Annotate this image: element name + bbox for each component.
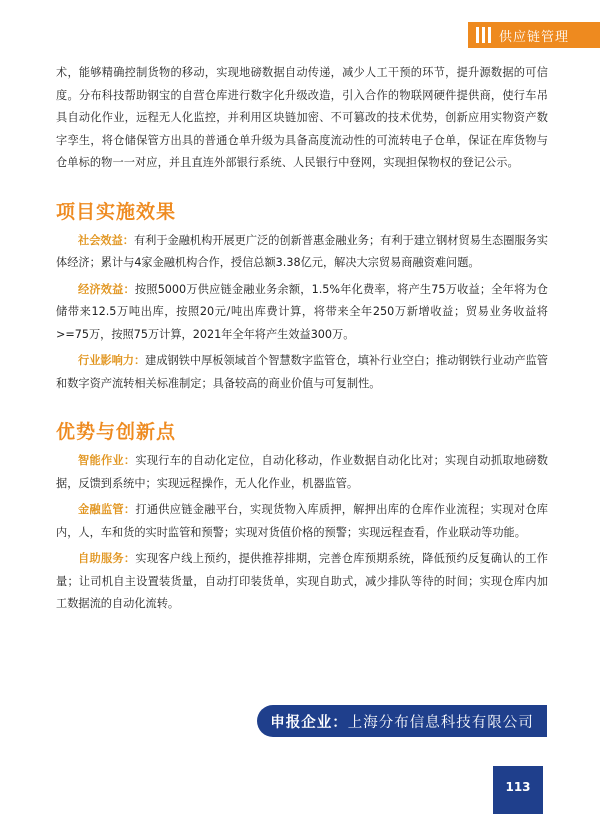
- advantages-list: [56, 450, 548, 616]
- applicant-banner: [257, 705, 547, 737]
- list-item: [56, 548, 548, 616]
- header-tab: [468, 22, 600, 48]
- item-label: 金融监管：: [78, 503, 136, 516]
- item-text: 打通供应链金融平台，实现货物入库质押，解押出库的仓库作业流程；实现对仓库内，人，车和货的实时监管和预警；实现对货值价格的预警；实现远程查看，作业联动等功能。: [56, 503, 548, 539]
- page-number: 113: [493, 766, 543, 814]
- main-content: [56, 62, 548, 616]
- section-title-advantages: 优势与创新点: [56, 421, 177, 443]
- item-label: 经济效益：: [78, 282, 135, 296]
- header-label: 供应链管理: [499, 29, 570, 45]
- list-item: [56, 350, 548, 395]
- item-text: 实现行车的自动化定位，自动化移动，作业数据自动化比对；实现自动抓取地磅数据，反馈到系统中；实现远程操作，无人化作业，机器监管。: [56, 454, 548, 490]
- section-title-effects: 项目实施效果: [56, 200, 177, 223]
- list-item: [56, 499, 548, 544]
- list-item: [56, 279, 548, 347]
- item-text: 按照5000万供应链金融业务余额，1.5%年化费率，将产生75万收益；全年将为仓储带来12.5万吨出库，按照20元/吨出库费计算，将带来全年250万新增收益；贸易业务收益将>=75万，按照75万计算，2021年全年将产生效益300万。: [56, 282, 548, 341]
- effects-list: [56, 230, 548, 396]
- item-label: 自助服务：: [78, 552, 136, 565]
- item-label: 行业影响力：: [78, 354, 146, 367]
- item-text: 有利于金融机构开展更广泛的创新普惠金融业务；有利于建立钢材贸易生态圈服务实体经济；累计与4家金融机构合作，授信总额3.38亿元，解决大宗贸易商融资难问题。: [56, 233, 548, 269]
- list-item: [56, 230, 548, 275]
- item-text: 实现客户线上预约，提供推荐排期，完善仓库预期系统，降低预约反复确认的工作量；让司机自主设置装货量，自动打印装货单，实现自助式，减少排队等待的时间；实现仓库内加工数据流的自动化流转。: [56, 552, 548, 610]
- item-text: 建成钢铁中厚板领域首个智慧数字监管仓，填补行业空白；推动钢铁行业动产监管和数字资产流转相关标准制定；具备较高的商业价值与可复制性。: [56, 354, 548, 390]
- header-bars-icon: [476, 27, 491, 43]
- applicant-name: 上海分布信息科技有限公司: [347, 714, 534, 731]
- intro-paragraph: 术，能够精确控制货物的移动，实现地磅数据自动传递，减少人工干预的环节，提升源数据的可信度。分布科技帮助钢宝的自营仓库进行数字化升级改造，引入合作的物联网硬件提供商，使行车吊具自动化作业，远程无人化监控，并利用区块链加密、不可篡改的技术优势，创新应用实物资产数字孪生，将仓储保管方出具的普通仓单升级为具备高度流动性的可流转电子仓单，保证在库货物与仓单标的物一一对应，并且直连外部银行系统、人民银行中登网，实现担保物权的登记公示。: [56, 66, 548, 169]
- applicant-label: 申报企业：: [270, 714, 348, 731]
- list-item: [56, 450, 548, 495]
- item-label: 智能作业：: [78, 454, 136, 467]
- item-label: 社会效益：: [78, 233, 134, 247]
